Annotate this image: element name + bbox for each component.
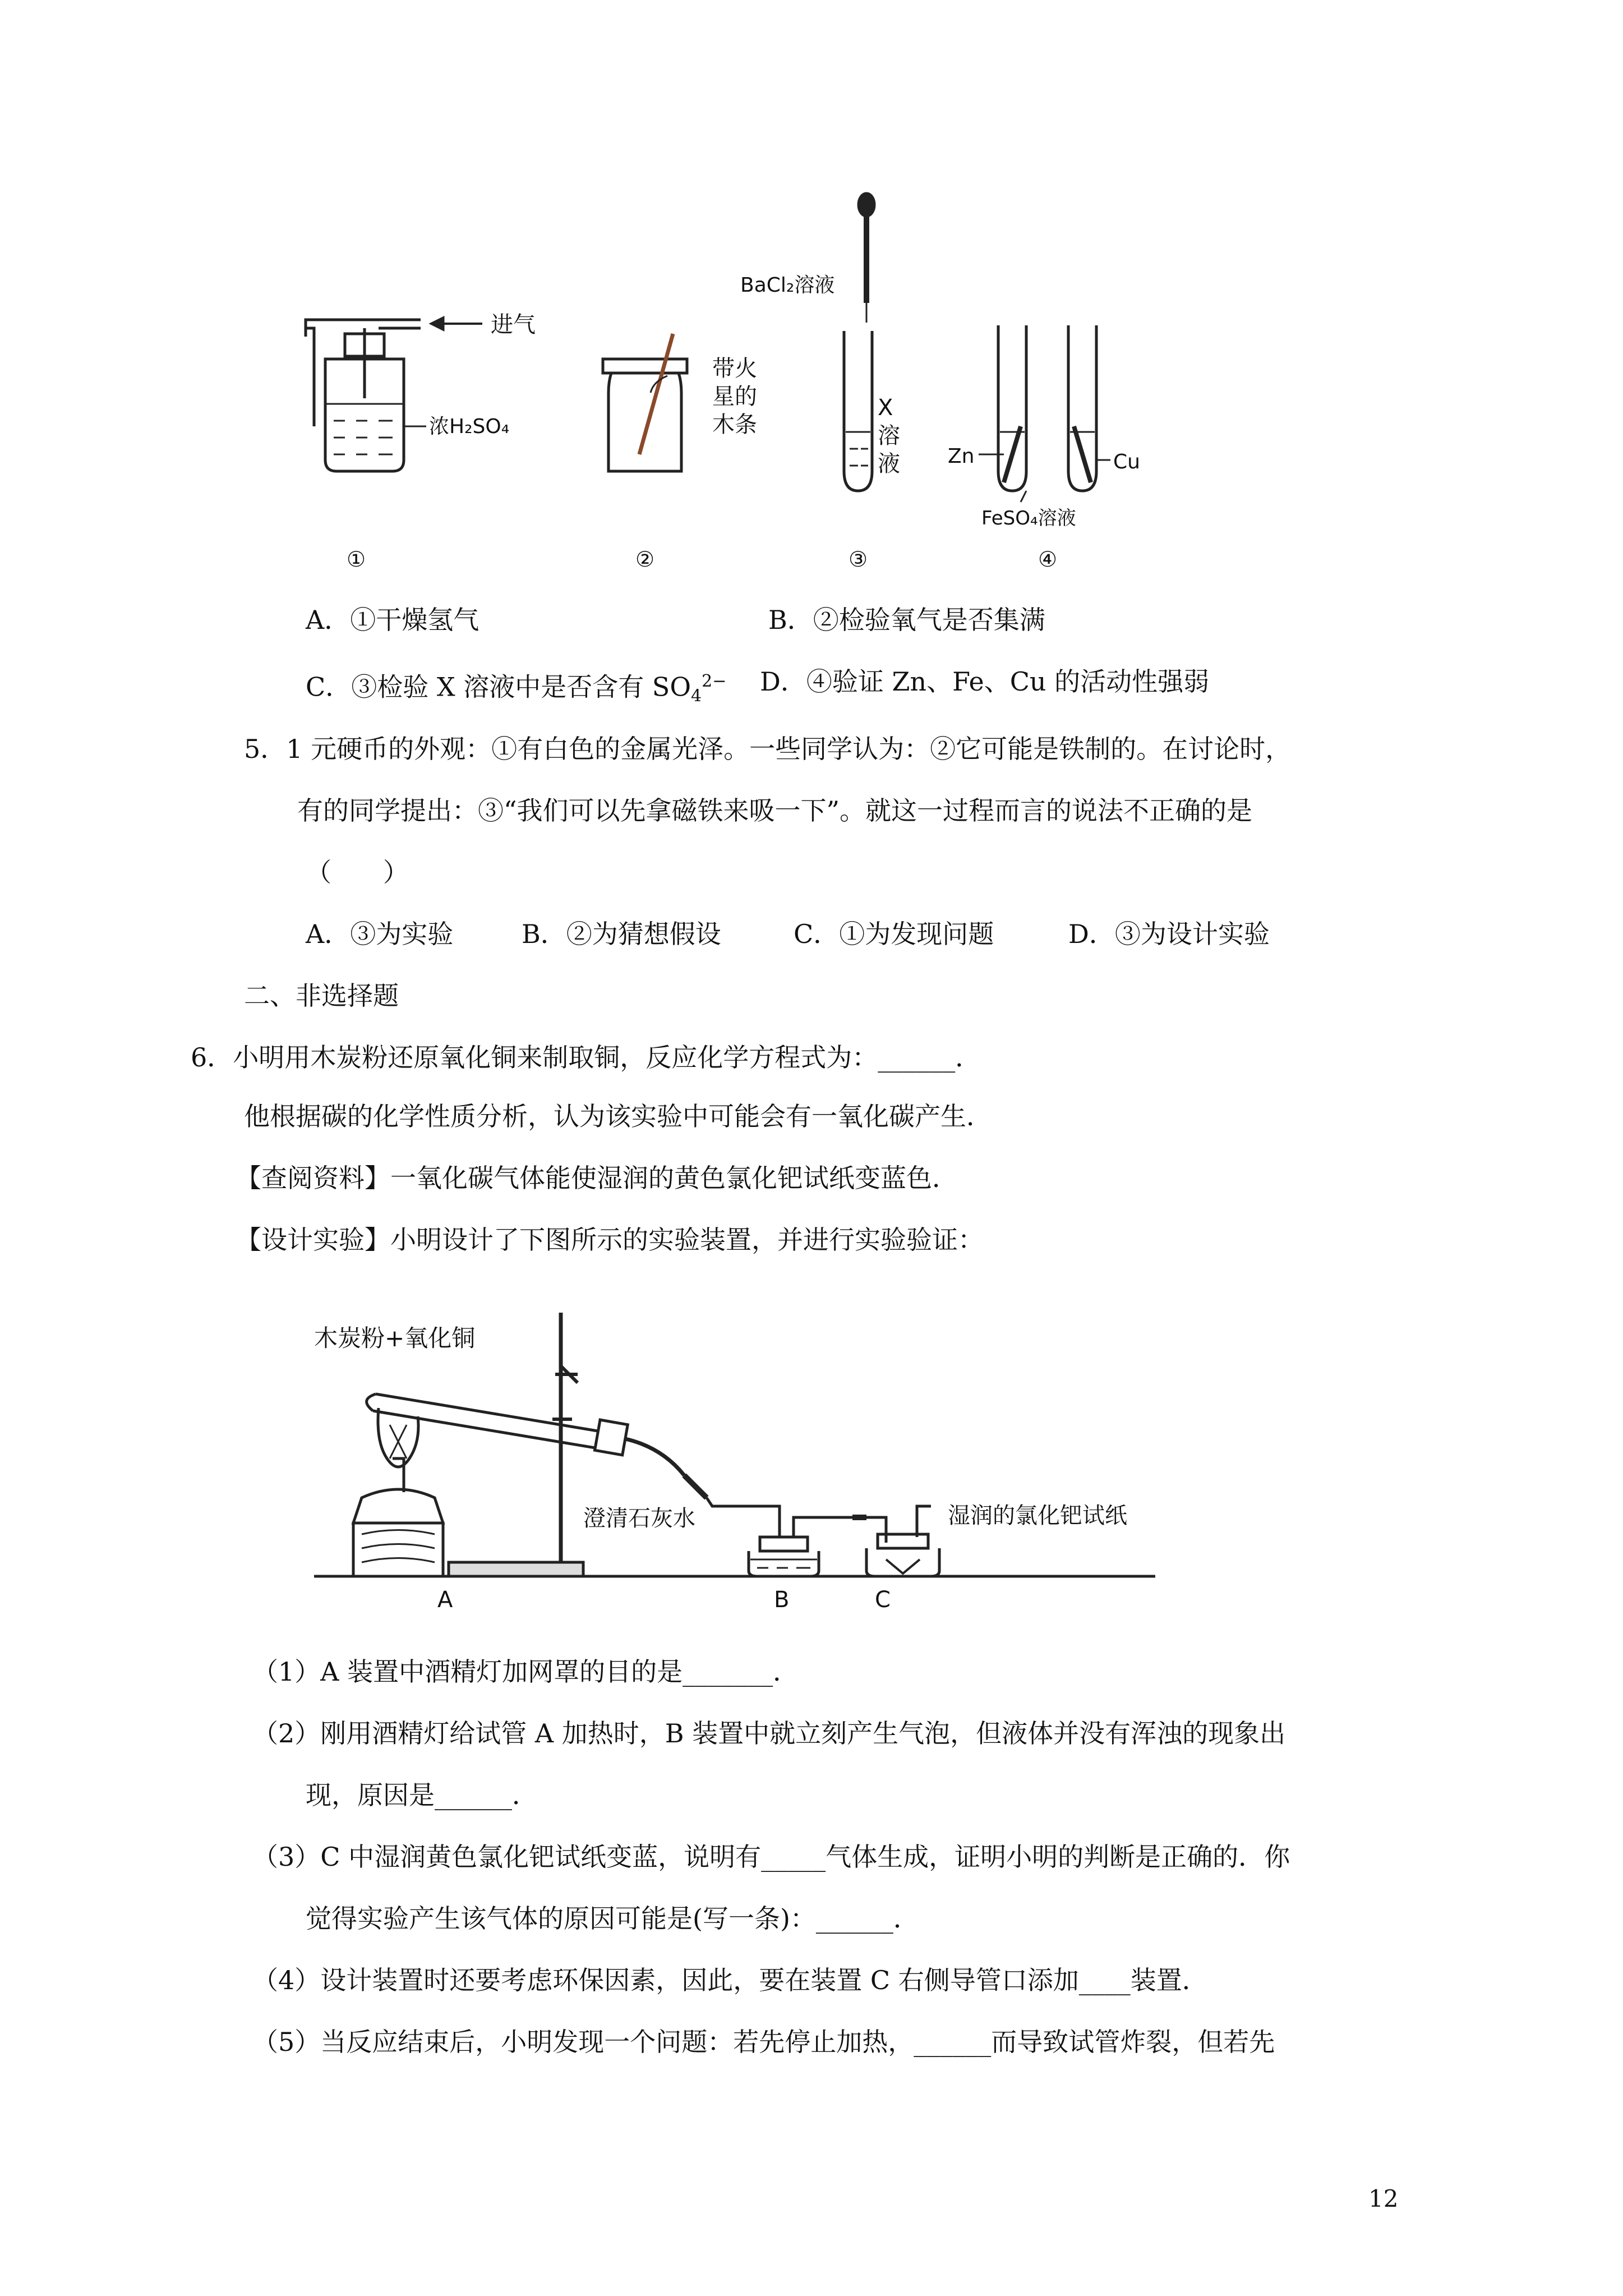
- q6-sub-3b: 觉得实验产生该气体的原因可能是(写一条)：______．: [306, 1903, 919, 1934]
- label-zn: Zn: [948, 445, 975, 468]
- label-splint-3: 木条: [712, 412, 757, 438]
- bottle-b: [749, 1537, 819, 1576]
- fig-number-3: ③: [848, 547, 868, 572]
- gas-jar-diagram: [603, 334, 687, 471]
- label-b: B: [774, 1587, 790, 1613]
- bottle-c: [866, 1534, 939, 1576]
- gas-washing-bottle-diagram: [306, 320, 426, 471]
- q6-sub-4: （4）设计装置时还要考虑环保因素，因此，要在装置 C 右侧导管口添加____装置．: [252, 1965, 1208, 1995]
- label-conc-acid: 浓H₂SO₄: [429, 415, 510, 438]
- figure-reduction-apparatus: [314, 1313, 1189, 1616]
- q5-line-2: 有的同学提出：③“我们可以先拿磁铁来吸一下”。就这一过程而言的说法不正确的是: [297, 795, 1253, 826]
- q6-sub-3a: （3）C 中湿润黄色氯化钯试纸变蓝，说明有_____气体生成，证明小明的判断是正确的．你: [252, 1842, 1290, 1872]
- q4-option-a: A．①干燥氢气: [306, 605, 479, 635]
- label-splint-1: 带火: [712, 356, 757, 381]
- q5-option-b: B．②为猜想假设: [522, 919, 721, 949]
- alcohol-lamp-with-gauze: [353, 1408, 443, 1576]
- section-heading: 二、非选择题: [244, 981, 399, 1011]
- label-feso4: FeSO₄溶液: [981, 507, 1076, 530]
- label-a: A: [437, 1587, 453, 1613]
- q4-option-c-text: C．③检验 X 溶液中是否含有 SO: [306, 671, 691, 702]
- q4-option-c-sub: 4: [691, 686, 702, 706]
- q6-sub-2a: （2）刚用酒精灯给试管 A 加热时，B 装置中就立刻产生气泡，但液体并没有浑浊的现象出: [252, 1718, 1286, 1749]
- iron-stand: [449, 1313, 583, 1576]
- page-number: 12: [1368, 2185, 1399, 2212]
- label-reagent: BaCl₂溶液: [740, 274, 835, 297]
- q4-option-c-sup: 2−: [702, 671, 727, 691]
- fig-number-4: ④: [1038, 547, 1058, 572]
- q5-paren: （ ）: [306, 857, 409, 887]
- two-test-tubes-diagram: [979, 325, 1110, 502]
- q5-option-d: D．③为设计实验: [1068, 919, 1270, 949]
- q6-line-4: 【设计实验】小明设计了下图所示的实验装置，并进行实验验证：: [236, 1225, 984, 1255]
- label-cu: Cu: [1113, 450, 1140, 473]
- fig-number-2: ②: [635, 547, 655, 572]
- figure-apparatus-four: [280, 191, 1189, 583]
- q6-line-2: 他根据碳的化学性质分析，认为该实验中可能会有一氧化碳产生．: [244, 1101, 992, 1131]
- test-tube-dropper-diagram: [844, 194, 874, 491]
- fig-number-1: ①: [346, 547, 366, 572]
- label-x-3: 液: [878, 451, 900, 477]
- label-x-1: X: [878, 395, 893, 421]
- q6-line-3: 【查阅资料】一氧化碳气体能使湿润的黄色氯化钯试纸变蓝色．: [236, 1163, 958, 1193]
- q6-sub-1: （1）A 装置中酒精灯加网罩的目的是_______．: [252, 1657, 799, 1687]
- q6-line-1: 6．小明用木炭粉还原氧化铜来制取铜，反应化学方程式为：______．: [191, 1042, 981, 1073]
- q4-option-b: B．②检验氧气是否集满: [768, 605, 1045, 635]
- label-in-gas: 进气: [491, 312, 536, 338]
- q4-option-d: D．④验证 Zn、Fe、Cu 的活动性强弱: [760, 666, 1210, 697]
- q5-line-1: 5．1 元硬币的外观：①有白色的金属光泽。一些同学认为：②它可能是铁制的。在讨论时，: [244, 734, 1292, 764]
- q5-option-a: A．③为实验: [306, 919, 454, 949]
- label-limewater: 澄清石灰水: [583, 1506, 695, 1531]
- label-c: C: [875, 1587, 891, 1613]
- label-paper: 湿润的氯化钯试纸: [948, 1503, 1127, 1529]
- label-powder: 木炭粉+氧化铜: [314, 1324, 476, 1352]
- label-splint-2: 星的: [712, 384, 757, 409]
- label-x-2: 溶: [878, 423, 900, 449]
- q5-option-c: C．①为发现问题: [794, 919, 994, 949]
- q4-option-c: [306, 665, 726, 714]
- q6-sub-5: （5）当反应结束后，小明发现一个问题：若先停止加热，______而导致试管炸裂，但若先: [252, 2027, 1275, 2057]
- q6-sub-2b: 现，原因是______．: [306, 1780, 538, 1810]
